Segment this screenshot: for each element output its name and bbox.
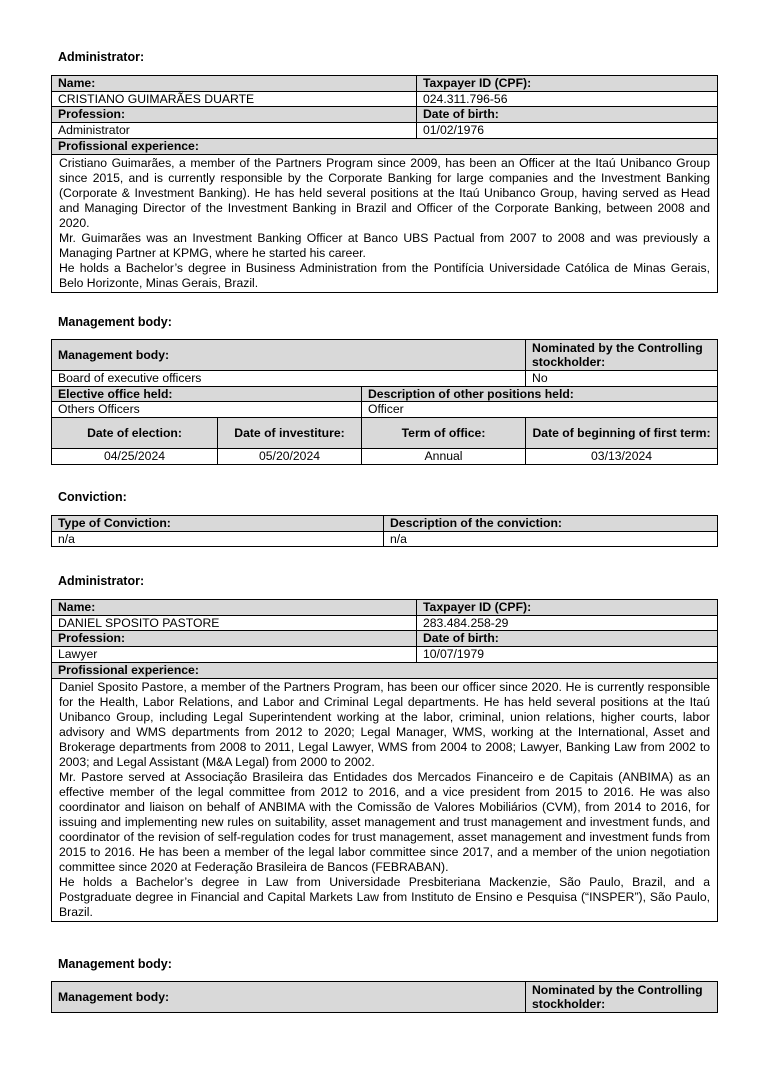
term-value: Annual [362,449,526,465]
elective-office-value: Others Officers [52,402,362,418]
profession-label: Profession: [52,631,417,647]
experience-paragraph: He holds a Bachelor’s degree in Business Administration from the Pontifícia Universidade Católica de Minas Gerais, Belo Horizonte, Minas Gerais, Brazil. [59,260,710,290]
investiture-date-label: Date of investiture: [218,418,362,449]
conviction-desc: n/a [384,531,718,547]
nominated-value: No [526,371,718,387]
conviction-type: n/a [52,531,384,547]
administrator-dob: 10/07/1979 [417,647,718,663]
investiture-date: 05/20/2024 [218,449,362,465]
experience-text [52,678,718,921]
experience-paragraph: Daniel Sposito Pastore, a member of the Partners Program, has been our officer since 2020. He is currently responsible for the Health, Labor Relations, and Labor and Criminal Legal departments. He has held several positions at the Itaú Unibanco Group, including Legal Superintendent working at the labor, criminal, union relations, higher courts, labor advisory and WMS departments from 2012 to 2020; Legal Manager, WMS, working at the International, Asset and Brokerage departments from 2008 to 2011, Legal Lawyer, WMS from 2004 to 2008; Lawyer, Banking Law from 2002 to 2003; and Legal Assistant (M&A Legal) from 2000 to 2002. [59,679,710,769]
dob-label: Date of birth: [417,631,718,647]
management-body-label: Management body: [52,982,526,1013]
first-term-label: Date of beginning of first term: [526,418,718,449]
experience-paragraph: Mr. Guimarães was an Investment Banking Officer at Banco UBS Pactual from 2007 to 2008 and was previously a Managing Partner at KPMG, where he started his career. [59,230,710,260]
conviction-desc-label: Description of the conviction: [384,516,718,532]
election-date: 04/25/2024 [52,449,218,465]
section-title-conviction: Conviction: [58,490,127,504]
election-date-label: Date of election: [52,418,218,449]
first-term-date: 03/13/2024 [526,449,718,465]
conviction-type-label: Type of Conviction: [52,516,384,532]
management-body-table [51,981,718,1013]
term-label: Term of office: [362,418,526,449]
administrator-profession: Administrator [52,123,417,139]
other-positions-value: Officer [362,402,718,418]
experience-text [52,154,718,292]
administrator-name: DANIEL SPOSITO PASTORE [52,615,417,631]
management-body-value: Board of executive officers [52,371,526,387]
administrator-profession: Lawyer [52,647,417,663]
section-title-administrator: Administrator: [58,50,145,64]
administrator-cpf: 283.484.258-29 [417,615,718,631]
administrator-dob: 01/02/1976 [417,123,718,139]
experience-paragraph: Cristiano Guimarães, a member of the Partners Program since 2009, has been an Officer at the Itaú Unibanco Group since 2015, and is currently responsible by the Corporate Banking for large companies and the Investment Banking (Corporate & Investment Banking). He has held several positions at the Itaú Unibanco Group, having served as Head and Managing Director of the Investment Banking in Brazil and Officer of the Corporate Banking, between 2008 and 2020. [59,155,710,230]
dob-label: Date of birth: [417,107,718,123]
management-body-label: Management body: [52,340,526,371]
administrator-name: CRISTIANO GUIMARÃES DUARTE [52,91,417,107]
cpf-label: Taxpayer ID (CPF): [417,76,718,92]
nominated-label: Nominated by the Controlling stockholder: [526,340,718,371]
nominated-label: Nominated by the Controlling stockholder: [526,982,718,1013]
section-title-administrator: Administrator: [58,574,145,588]
experience-paragraph: He holds a Bachelor’s degree in Law from Universidade Presbiteriana Mackenzie, São Paulo, Brazil, and a Postgraduate degree in Financial and Capital Markets Law from Instituto de Ensino e Pesquisa (“INSPER”), São Paulo, Brazil. [59,874,710,919]
section-title-management-body: Management body: [58,957,172,971]
experience-label: Profissional experience: [52,662,718,678]
cpf-label: Taxpayer ID (CPF): [417,600,718,616]
section-title-management-body: Management body: [58,315,172,329]
conviction-table [51,515,718,547]
name-label: Name: [52,76,417,92]
experience-paragraph: Mr. Pastore served at Associação Brasileira das Entidades dos Mercados Financeiro e de Capitais (ANBIMA) as an effective member of the legal committee from 2012 to 2016, and a vice president from 2015 to 2016. He was also coordinator and liaison on behalf of ANBIMA with the Comissão de Valores Mobiliários (CVM), from 2014 to 2016, for issuing and implementing new rules on suitability, asset management and trust management and investment funds, and coordinator of the revision of self-regulation codes for trust management, asset management and investment funds from 2015 to 2016. He has been a member of the legal labor committee since 2017, and a member of the union negotiation committee since 2020 at Federação Brasileira de Bancos (FEBRABAN). [59,769,710,874]
profession-label: Profession: [52,107,417,123]
elective-office-label: Elective office held: [52,386,362,402]
administrator-table [51,75,718,293]
other-positions-label: Description of other positions held: [362,386,718,402]
experience-label: Profissional experience: [52,138,718,154]
management-body-table [51,339,718,465]
administrator-table [51,599,718,922]
administrator-cpf: 024.311.796-56 [417,91,718,107]
name-label: Name: [52,600,417,616]
